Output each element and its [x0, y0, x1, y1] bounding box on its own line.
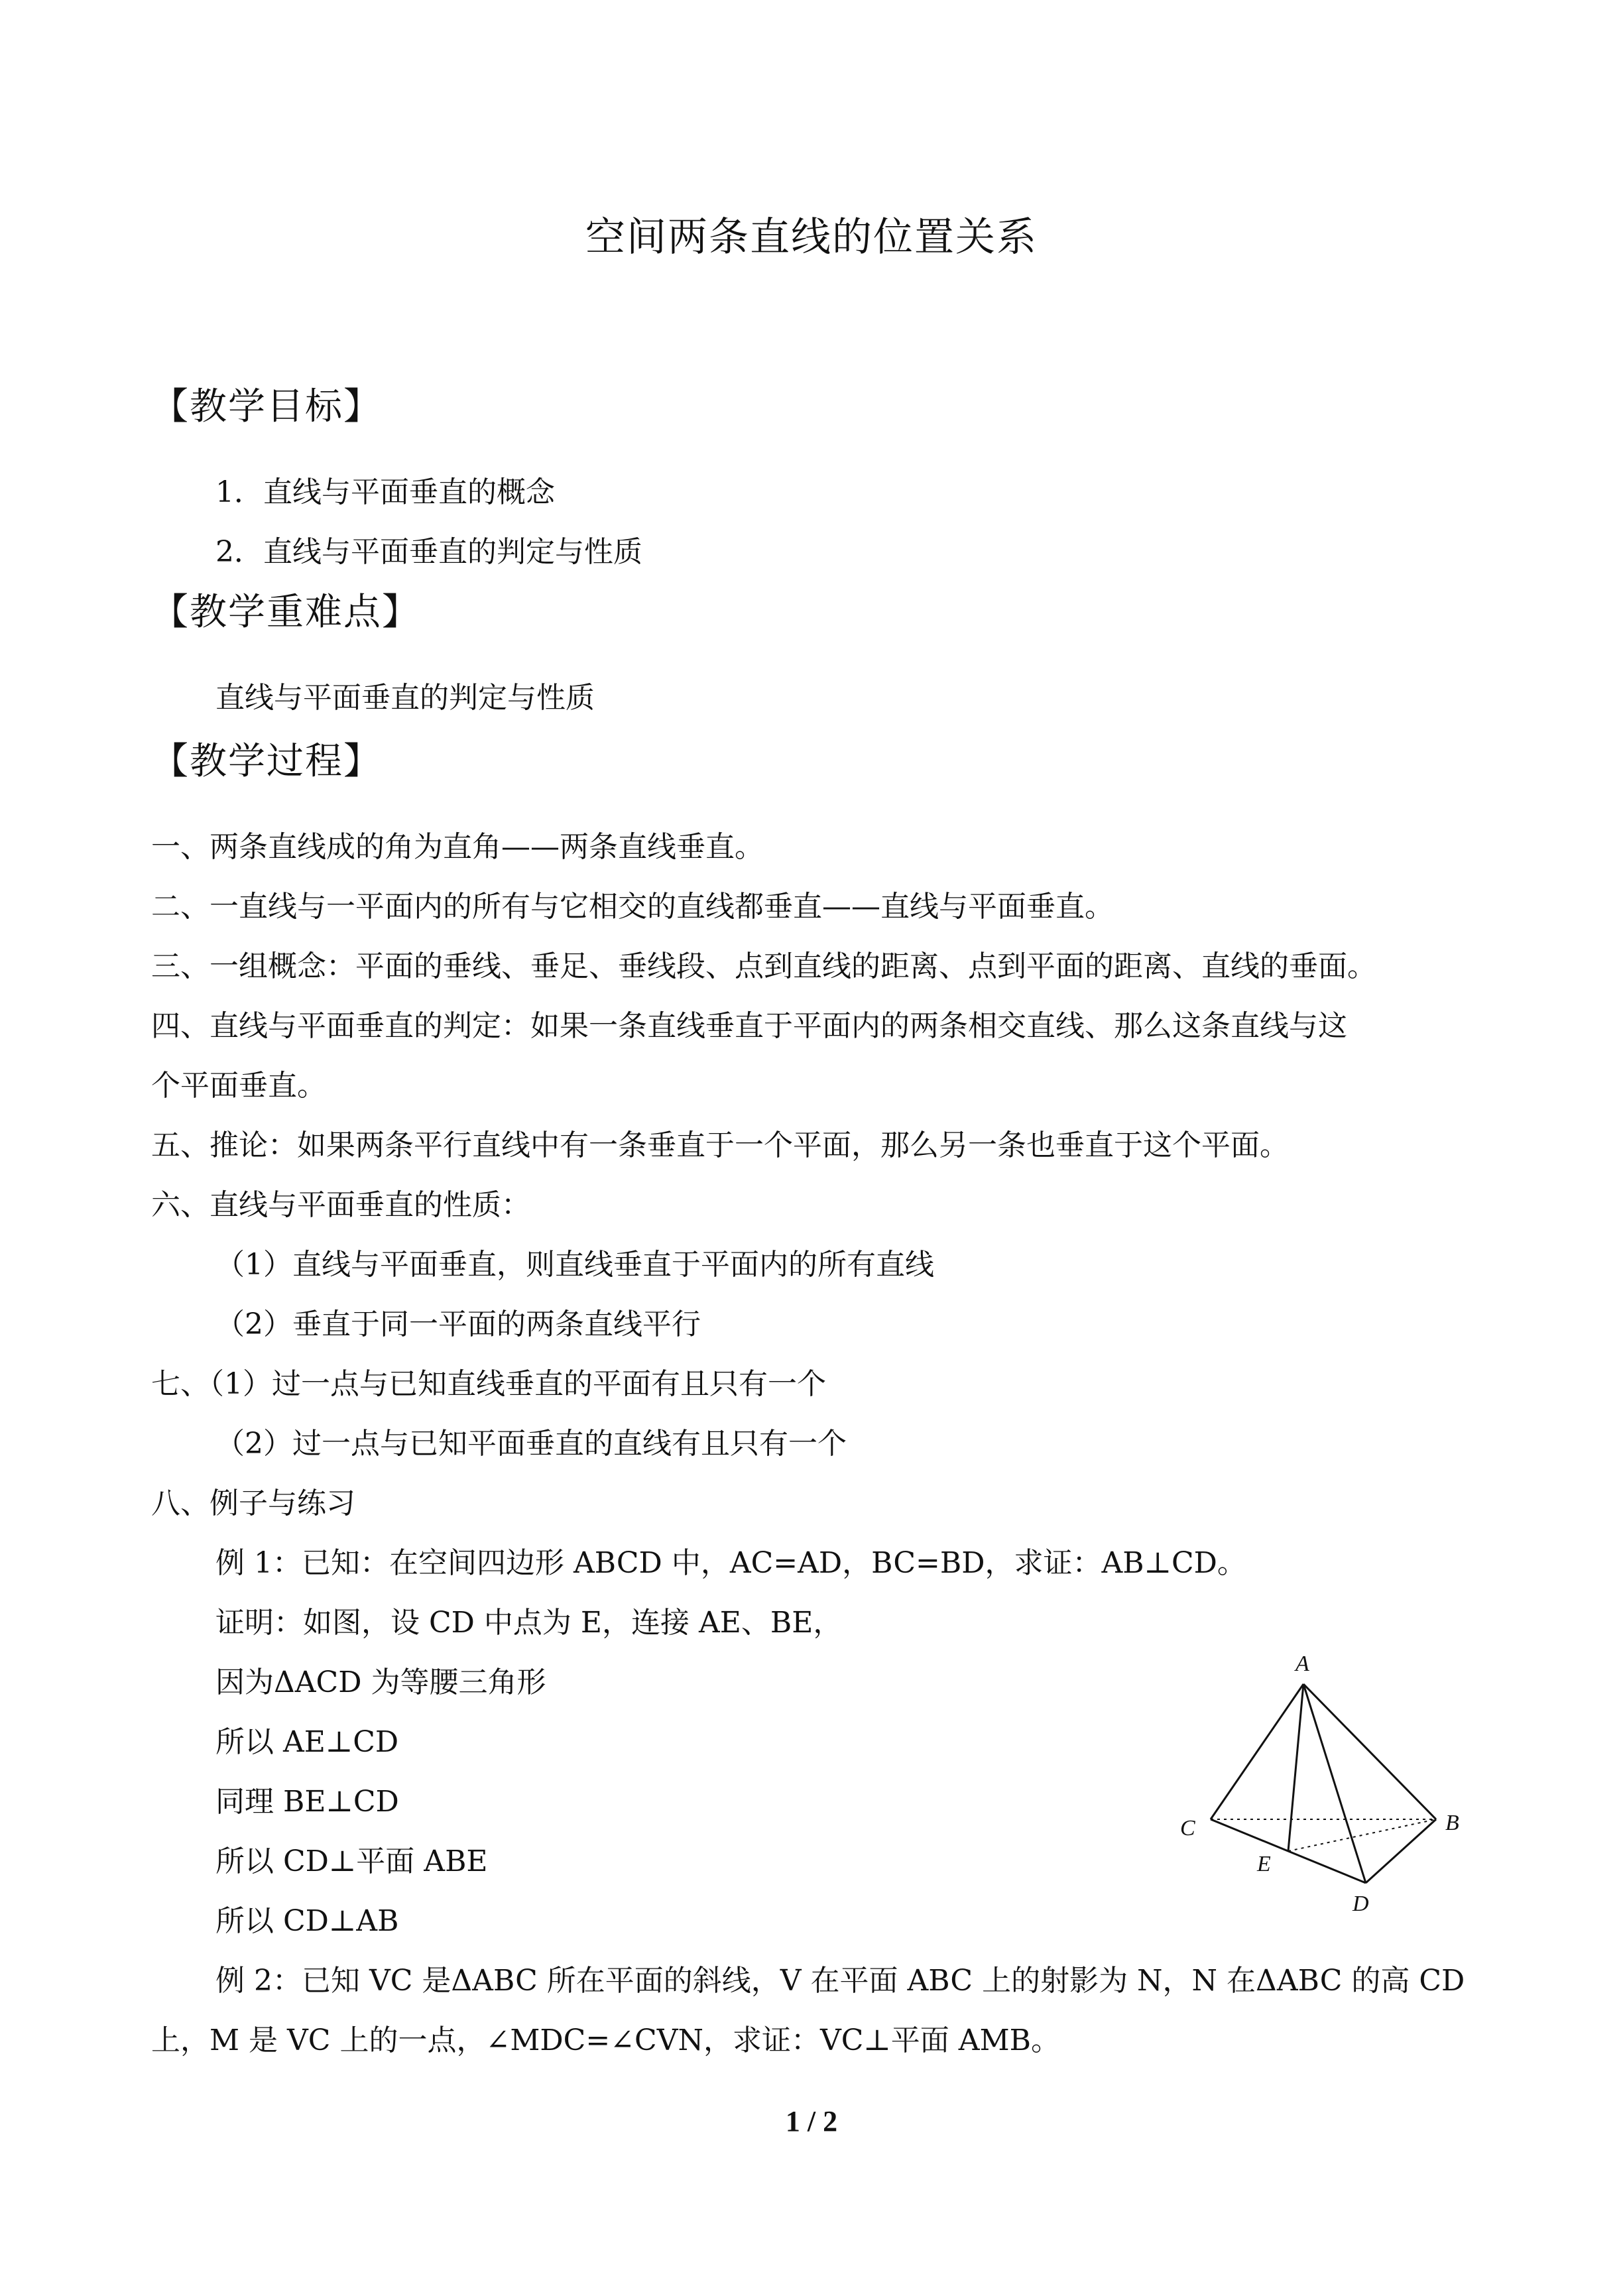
- process-line: （2）垂直于同一平面的两条直线平行: [215, 1307, 701, 1341]
- process-line: 二、一直线与一平面内的所有与它相交的直线都垂直——直线与平面垂直。: [151, 890, 1114, 924]
- process-line: 证明：如图，设 CD 中点为 E，连接 AE、BE，: [215, 1606, 843, 1640]
- page-title: 空间两条直线的位置关系: [585, 214, 1038, 261]
- process-line: 八、例子与练习: [151, 1486, 355, 1520]
- edge-AD: [1303, 1684, 1366, 1883]
- label-E: E: [1257, 1852, 1271, 1876]
- objective-item: 2．直线与平面垂直的判定与性质: [215, 535, 642, 569]
- process-line: 例 1：已知：在空间四边形 ABCD 中，AC=AD，BC=BD，求证：AB⊥CD。: [215, 1546, 1246, 1580]
- edge-BD: [1366, 1819, 1436, 1883]
- label-B: B: [1445, 1811, 1459, 1835]
- process-line: 一、两条直线成的角为直角——两条直线垂直。: [151, 830, 764, 864]
- objective-item: 1．直线与平面垂直的概念: [215, 475, 555, 509]
- process-line: 个平面垂直。: [151, 1069, 326, 1103]
- label-D: D: [1352, 1892, 1369, 1916]
- edge-AE: [1288, 1684, 1303, 1851]
- process-line: 同理 BE⊥CD: [215, 1785, 399, 1819]
- process-line: 五、推论：如果两条平行直线中有一条垂直于一个平面，那么另一条也垂直于这个平面。: [151, 1128, 1289, 1162]
- page-number: 1 / 2: [785, 2105, 838, 2138]
- key-points-heading: 【教学重难点】: [151, 591, 420, 634]
- label-C: C: [1180, 1816, 1195, 1841]
- process-line: 四、直线与平面垂直的判定：如果一条直线垂直于平面内的两条相交直线、那么这条直线与这: [151, 1009, 1347, 1043]
- edge-EB-hidden: [1288, 1819, 1436, 1851]
- key-points-text: 直线与平面垂直的判定与性质: [215, 681, 595, 715]
- process-line: 三、一组概念：平面的垂线、垂足、垂线段、点到直线的距离、点到平面的距离、直线的垂面。: [151, 949, 1376, 983]
- process-heading: 【教学过程】: [151, 740, 382, 783]
- objectives-heading: 【教学目标】: [151, 385, 382, 428]
- edge-AC: [1211, 1684, 1303, 1819]
- process-line: 所以 AE⊥CD: [215, 1725, 399, 1759]
- process-line: （1）直线与平面垂直，则直线垂直于平面内的所有直线: [215, 1248, 934, 1282]
- edge-AB: [1303, 1684, 1436, 1819]
- tetrahedron-figure: [1154, 1638, 1472, 1916]
- process-line: 所以 CD⊥平面 ABE: [215, 1844, 488, 1878]
- label-A: A: [1295, 1652, 1309, 1676]
- process-line: （2）过一点与已知平面垂直的直线有且只有一个: [215, 1427, 847, 1461]
- process-line: 上，M 是 VC 上的一点，∠MDC=∠CVN，求证：VC⊥平面 AMB。: [151, 2024, 1060, 2057]
- process-line: 例 2：已知 VC 是ΔABC 所在平面的斜线，V 在平面 ABC 上的射影为 N，N 在ΔABC 的高 CD: [215, 1964, 1465, 1998]
- process-line: 六、直线与平面垂直的性质：: [151, 1188, 530, 1222]
- process-line: 所以 CD⊥AB: [215, 1904, 399, 1938]
- process-line: 七、（1）过一点与已知直线垂直的平面有且只有一个: [151, 1367, 826, 1401]
- process-line: 因为ΔACD 为等腰三角形: [215, 1665, 546, 1699]
